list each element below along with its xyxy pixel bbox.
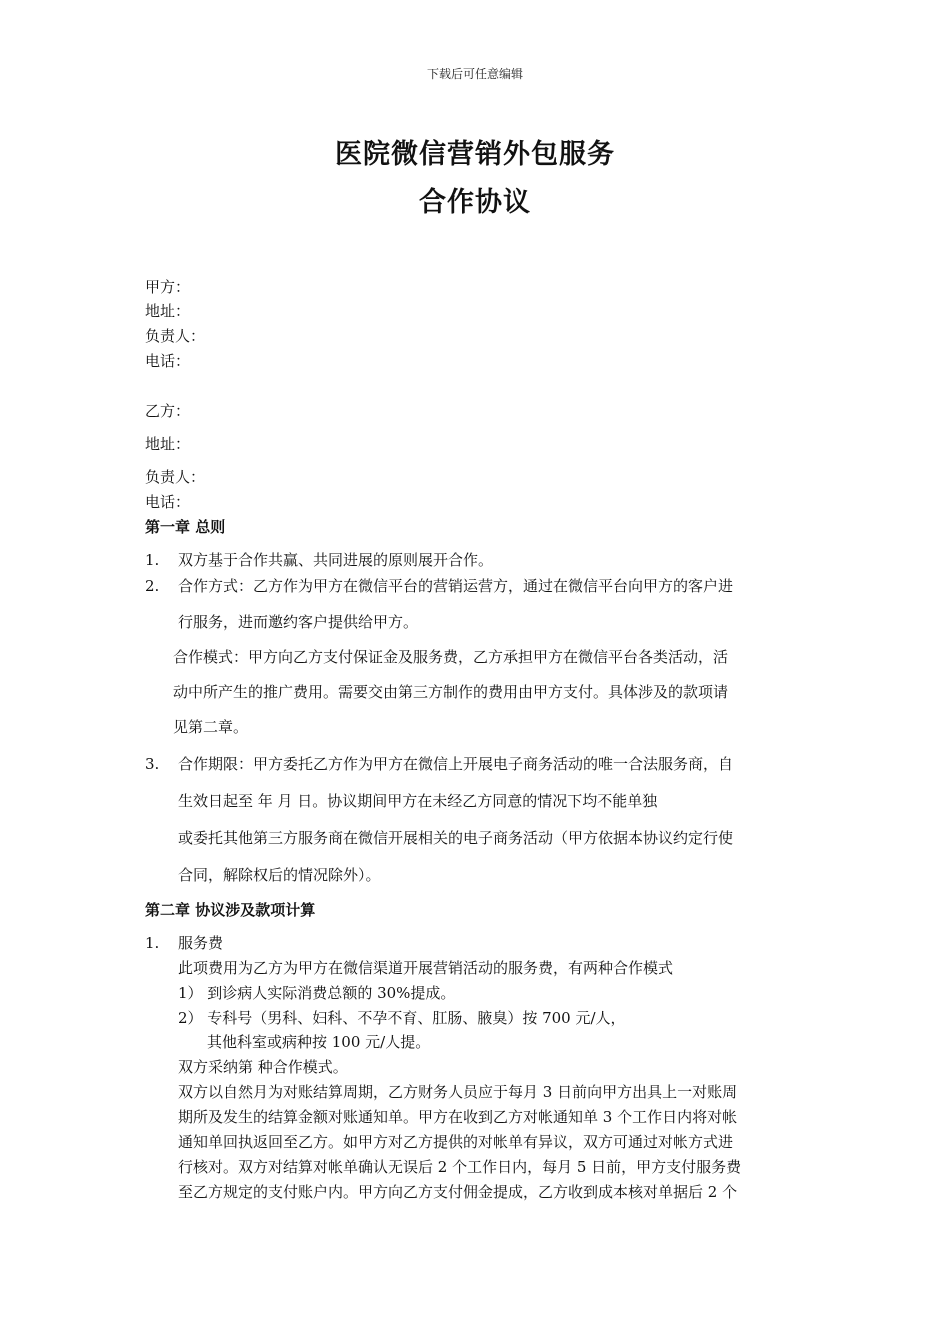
chapter1-item3-line: 生效日起至 年 月 日。协议期间甲方在未经乙方同意的情况下均不能单独 (178, 792, 658, 810)
page-header-note: 下载后可任意编辑 (426, 67, 523, 81)
party-b-label: 乙方： (145, 402, 191, 420)
party-b-address: 地址： (145, 435, 191, 453)
chapter2-intro: 此项费用为乙方为甲方在微信渠道开展营销活动的服务费，有两种合作模式 (178, 959, 674, 977)
chapter2-choose-mode: 双方采纳第 种合作模式。 (178, 1058, 348, 1076)
party-a-address: 地址： (145, 302, 191, 320)
chapter1-heading: 第一章 总则 (145, 518, 226, 536)
chapter1-item2-line: 行服务，进而邀约客户提供给甲方。 (178, 613, 419, 631)
party-a-person: 负责人： (145, 327, 206, 345)
chapter2-settle-line: 期所及发生的结算金额对账通知单。甲方在收到乙方对帐通知单 3 个工作日内将对帐 (178, 1108, 738, 1126)
party-b-person: 负责人： (145, 468, 206, 486)
chapter1-item1-line: 双方基于合作共赢、共同进展的原则展开合作。 (178, 551, 494, 569)
chapter2-option1: 1） 到诊病人实际消费总额的 30%提成。 (178, 984, 456, 1002)
chapter2-settle-line: 行核对。双方对结算对帐单确认无误后 2 个工作日内，每月 5 日前，甲方支付服务费 (178, 1158, 742, 1176)
chapter2-settle-line: 双方以自然月为对账结算周期，乙方财务人员应于每月 3 日前向甲方出具上一对账周 (178, 1083, 738, 1101)
party-a-label: 甲方： (145, 278, 191, 296)
party-a-phone: 电话： (145, 352, 191, 370)
chapter1-mode-line: 见第二章。 (173, 718, 249, 736)
chapter1-mode-line: 动中所产生的推广费用。需要交由第三方制作的费用由甲方支付。具体涉及的款项请 (173, 683, 729, 701)
chapter1-mode-line: 合作模式：甲方向乙方支付保证金及服务费，乙方承担甲方在微信平台各类活动，活 (173, 648, 729, 666)
chapter2-option2: 2） 专科号（男科、妇科、不孕不育、肛肠、腋臭）按 700 元/人， (178, 1009, 626, 1027)
chapter2-item1-title: 服务费 (178, 934, 224, 952)
chapter1-item3-line: 或委托其他第三方服务商在微信开展相关的电子商务活动（甲方依据本协议约定行使 (178, 829, 734, 847)
chapter1-item2-num: 2. (145, 577, 160, 595)
chapter2-heading: 第二章 协议涉及款项计算 (145, 901, 316, 919)
party-b-phone: 电话： (145, 493, 191, 511)
chapter1-item3-num: 3. (145, 755, 160, 773)
document-title-line1: 医院微信营销外包服务 (335, 139, 615, 170)
chapter2-settle-line: 通知单回执返回至乙方。如甲方对乙方提供的对帐单有异议，双方可通过对帐方式进 (178, 1133, 734, 1151)
chapter1-item3-line: 合同，解除权后的情况除外）。 (178, 866, 381, 884)
document-title-line2: 合作协议 (419, 187, 531, 218)
chapter1-item2-line: 合作方式：乙方作为甲方在微信平台的营销运营方，通过在微信平台向甲方的客户进 (178, 577, 734, 595)
chapter2-option2-cont: 其他科室或病种按 100 元/人提。 (207, 1033, 431, 1051)
chapter2-item1-num: 1. (145, 934, 160, 952)
chapter1-item1-num: 1. (145, 551, 160, 569)
chapter2-settle-line: 至乙方规定的支付账户内。甲方向乙方支付佣金提成，乙方收到成本核对单据后 2 个 (178, 1183, 738, 1201)
chapter1-item3-line: 合作期限：甲方委托乙方作为甲方在微信上开展电子商务活动的唯一合法服务商，自 (178, 755, 734, 773)
